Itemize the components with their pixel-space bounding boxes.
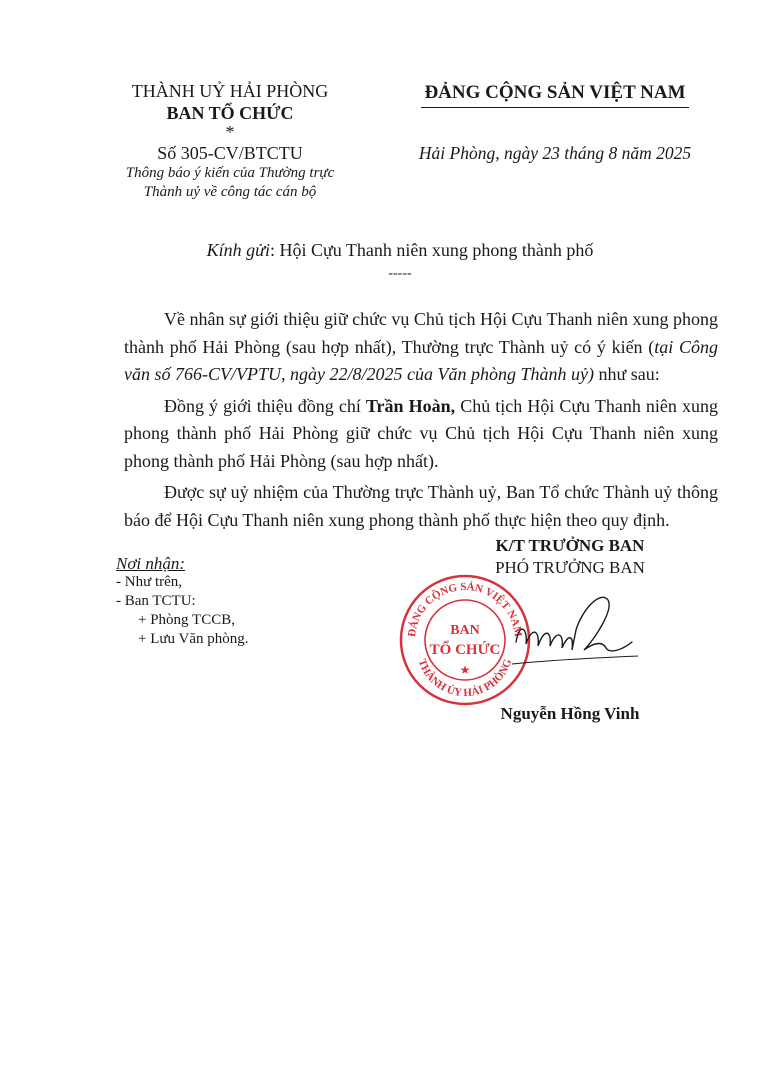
stamp-outer-bottom: THÀNH ỦY HẢI PHÒNG: [415, 657, 515, 700]
star-separator: *: [225, 122, 235, 142]
recipient-label: Kính gửi: [206, 240, 270, 260]
recipient-item: + Phòng TCCB,: [138, 612, 235, 628]
paragraph-2: [124, 393, 718, 476]
p1-text-c: như sau:: [593, 364, 660, 384]
p2-person-name: Trần Hoàn,: [365, 395, 456, 416]
stamp-outer-top: ĐẢNG CỘNG SẢN VIỆT NAM: [405, 580, 525, 638]
recipient-line: [100, 240, 700, 261]
org-parent: THÀNH UỶ HẢI PHÒNG: [131, 81, 329, 101]
recipient-dashes: -----: [388, 266, 412, 281]
party-underline: [421, 107, 689, 108]
stamp-center-1: BAN: [450, 623, 480, 638]
party-name: ĐẢNG CỘNG SẢN VIỆT NAM: [424, 82, 686, 103]
recipient-item: - Ban TCTU:: [116, 593, 196, 609]
doc-number: Số 305-CV/BTCTU: [157, 143, 303, 163]
recipient-item: + Lưu Văn phòng.: [138, 631, 249, 647]
stamp-center-2: TỔ CHỨC: [429, 642, 501, 658]
subject-line-1: Thông báo ý kiến của Thường trực: [125, 165, 335, 181]
signer-name: Nguyễn Hồng Vinh: [500, 704, 640, 723]
issuer-block: [100, 80, 360, 202]
paragraph-3: Được sự uỷ nhiệm của Thường trực Thành uỷ, Ban Tổ chức Thành uỷ thông báo để Hội Cựu Thanh niên xung phong thành phố thực hiện theo quy định.: [124, 482, 718, 530]
p1-reference: tại Công văn số 766-CV/VPTU, ngày 22/8/2025 của Văn phòng Thành uỷ): [124, 336, 718, 384]
p1-text-a: Về nhân sự giới thiệu giữ chức vụ Chủ tịch Hội Cựu Thanh niên xung phong thành phố Hải Phòng (sau hợp nhất), Thường trực Thành uỷ có ý kiến (: [124, 309, 718, 357]
party-block: [405, 80, 705, 108]
recipients-heading: Nơi nhận:: [116, 554, 186, 573]
recipients-block: [116, 554, 376, 649]
signature-underline: [512, 656, 638, 664]
letter-body: [124, 306, 718, 538]
recipient-item: - Như trên,: [116, 574, 183, 590]
org-name: BAN TỔ CHỨC: [166, 103, 294, 123]
date-line: Hải Phòng, ngày 23 tháng 8 năm 2025: [418, 143, 692, 163]
star-icon: ★: [459, 663, 471, 677]
handwritten-signature: [510, 590, 640, 670]
signature-subtitle: PHÓ TRƯỞNG BAN: [495, 558, 645, 577]
subject-line-2: Thành uỷ về công tác cán bộ: [143, 184, 317, 200]
p2-text-b: Chủ tịch Hội Cựu Thanh niên xung phong thành phố Hải Phòng giữ chức vụ Chủ tịch Hội Cựu Thanh niên xung phong thành phố Hải Phòng (sau hợp nhất).: [124, 395, 718, 471]
recipient-text: : Hội Cựu Thanh niên xung phong thành phố: [269, 240, 594, 260]
signature-stroke: [516, 597, 632, 651]
signature-title: K/T TRƯỞNG BAN: [495, 536, 645, 555]
paragraph-1: [124, 306, 718, 389]
p2-text-a: Đồng ý giới thiệu đồng chí: [164, 395, 366, 416]
